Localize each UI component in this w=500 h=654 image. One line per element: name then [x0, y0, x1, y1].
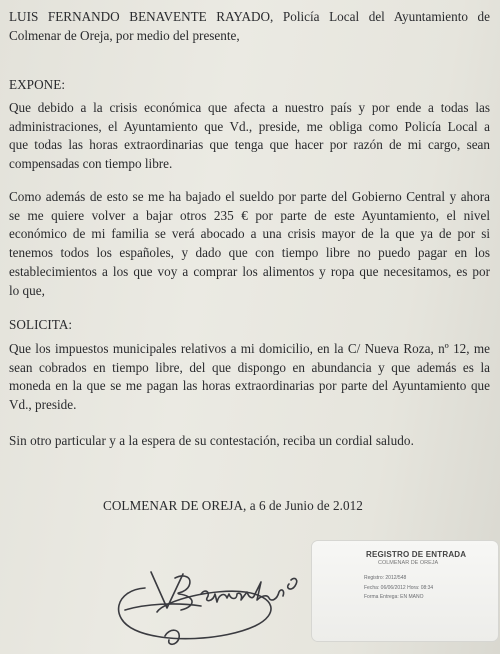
solicita-paragraph: [9, 340, 490, 415]
intro-line: LUIS FERNANDO BENAVENTE RAYADO, Policía Local del Ayuntamiento de: [9, 9, 490, 24]
paragraph-line: establecimientos a los que voy a comprar los alimentos y ropa que necesitamos, es por: [9, 263, 490, 279]
stamp-subtitle: COLMENAR DE OREJA: [378, 560, 439, 566]
expone-paragraph-2: [9, 188, 490, 300]
paragraph-line: sean cobrados en tiempo libre, del que dispongo en abundancia y que además es la: [9, 359, 490, 375]
closing-line: Sin otro particular y a la espera de su contestación, reciba un cordial saludo.: [9, 433, 414, 448]
paragraph-line: Como además de esto se me ha bajado el sueldo por parte del Gobierno Central y ahora: [9, 189, 490, 204]
solicita-heading: SOLICITA:: [9, 317, 73, 332]
paragraph-line: Que los impuestos municipales relativos a mi domicilio, en la C/ Nueva Roza, nº 12, me: [9, 341, 490, 356]
stamp-fecha: Fecha: 06/06/2012 Hora: 08:34: [364, 585, 434, 591]
paragraph-line: moneda en la que se me pagan las horas extraordinarias por parte del Ayuntamiento que: [9, 378, 490, 394]
place-date: COLMENAR DE OREJA, a 6 de Junio de 2.012: [103, 498, 363, 513]
expone-paragraph-1: [9, 99, 490, 174]
paragraph-line: lo que,: [9, 282, 45, 298]
paragraph-line: Que debido a la crisis económica que afecta a nuestro país y por ende a todas las: [9, 100, 490, 115]
stamp-registro: Registro: 2012/548: [364, 575, 407, 581]
intro-line: Colmenar de Oreja, por medio del presente,: [9, 27, 240, 43]
expone-heading: EXPONE:: [9, 77, 66, 92]
handwritten-signature: [105, 548, 315, 654]
stamp-forma-entrega: Forma Entrega: EN MANO: [364, 594, 424, 600]
paragraph-line: tenemos todos los españoles, y dado que con tiempo libre no puedo pagar en los: [9, 245, 490, 261]
intro-paragraph: [9, 8, 490, 45]
paragraph-line: que todas las horas extraordinarias que tenga que hacer por razón de mi cargo, sean: [9, 137, 490, 153]
paragraph-line: económico de mi familia se verá abocado a una crisis mayor de la que ya de por si: [9, 226, 490, 242]
paragraph-line: Vd., preside.: [9, 397, 77, 413]
registry-stamp: [312, 541, 498, 641]
paragraph-line: compensadas con tiempo libre.: [9, 156, 173, 172]
paragraph-line: administraciones, el Ayuntamiento que Vd., preside, me obliga como Policía Local a: [9, 118, 490, 134]
stamp-title: REGISTRO DE ENTRADA: [366, 550, 467, 559]
paragraph-line: se me quiere volver a bajar otros 235 € por parte de este Ayuntamiento, el nivel: [9, 207, 490, 223]
